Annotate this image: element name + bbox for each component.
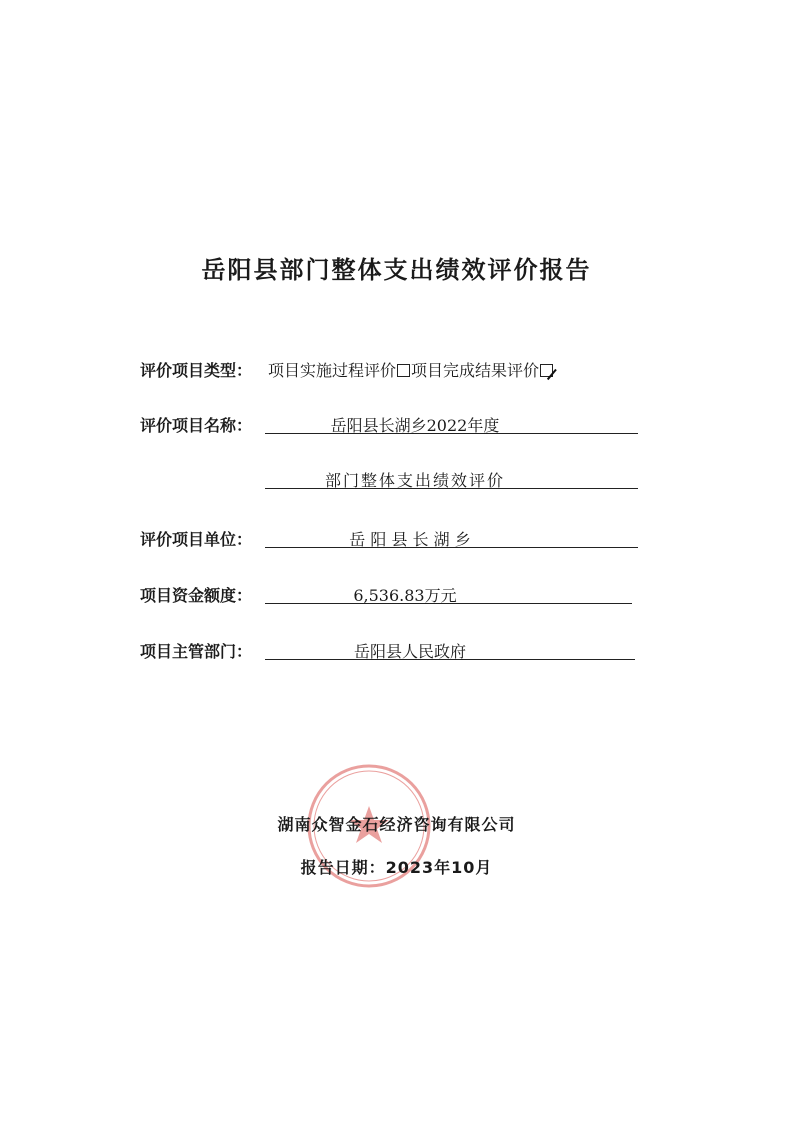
option-result-checkbox[interactable] [540, 364, 553, 377]
company-name: 湖南众智金石经济咨询有限公司 [277, 815, 516, 834]
option-result-label: 项目完成结果评价 [411, 361, 540, 380]
fund-amount-label: 项目资金额度： [140, 586, 253, 605]
option-process-label: 项目实施过程评价 [268, 361, 397, 380]
project-unit-label: 评价项目单位： [140, 530, 253, 549]
evaluation-type-label: 评价项目类型： [140, 361, 253, 380]
page-title: 岳阳县部门整体支出绩效评价报告 [201, 256, 592, 284]
project-name-label: 评价项目名称： [140, 416, 253, 435]
option-process-checkbox[interactable] [397, 364, 410, 377]
fund-amount-value: 6,536.83万元 [353, 586, 457, 605]
project-name-line2: 部门整体支出绩效评价 [324, 471, 505, 490]
supervisor-value: 岳阳县人民政府 [353, 642, 466, 661]
project-name-line1: 岳阳县长湖乡2022年度 [330, 416, 500, 435]
evaluation-type-options [268, 358, 554, 381]
report-date: 报告日期：2023年10月 [300, 858, 493, 877]
supervisor-label: 项目主管部门： [140, 642, 253, 661]
project-unit-value: 岳 阳 县 长 湖 乡 [349, 530, 471, 549]
